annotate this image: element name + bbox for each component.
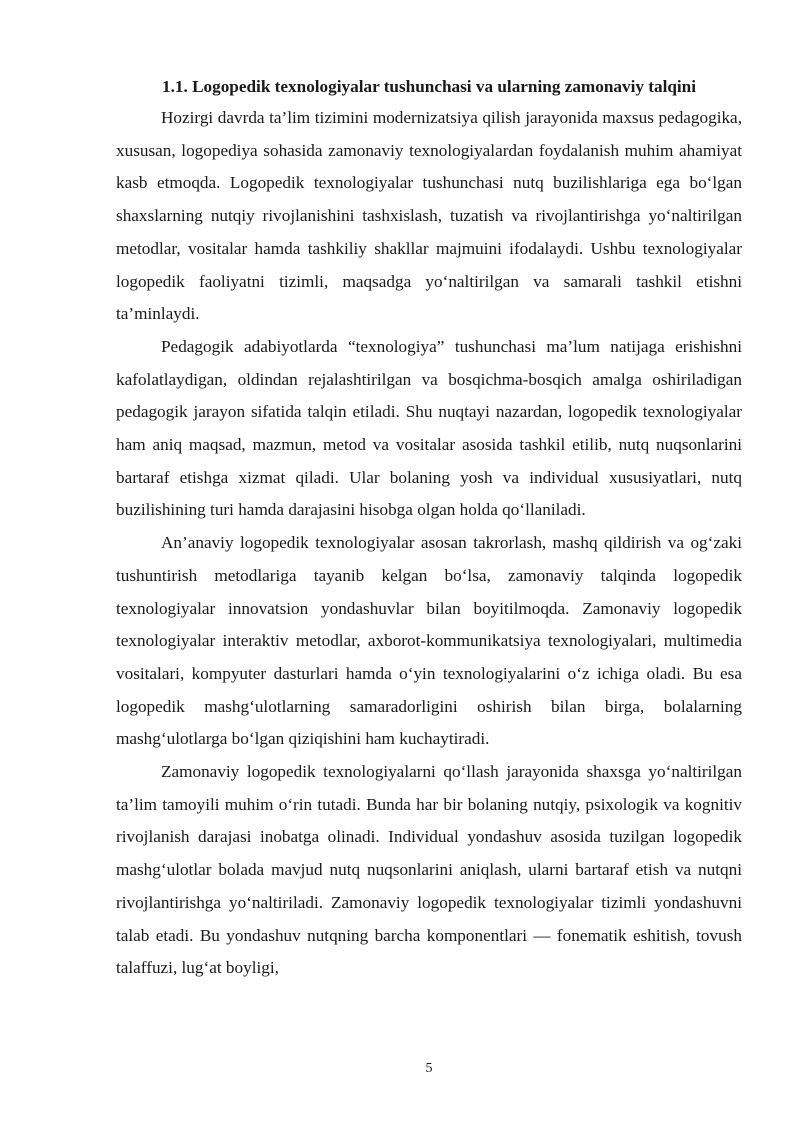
section-heading: 1.1. Logopedik texnologiyalar tushunchasi va ularning zamonaviy talqini [161,77,697,96]
paragraph-1: Hozirgi davrda ta’lim tizimini modernizatsiya qilish jarayonida maxsus pedagogika, xususan, logopediya sohasida zamonaviy texnologiyalardan foydalanish muhim ahamiyat kasb etmoqda. Logopedik texnologiyalar tushunchasi nutq buzilishlariga ega bo‘lgan shaxslarning nutqiy rivojlanishini tashxislash, tuzatish va rivojlantirishga yo‘naltirilgan metodlar, vositalar hamda tashkiliy shakllar majmuini ifodalaydi. Ushbu texnologiyalar logopedik faoliyatni tizimli, maqsadga yo‘naltirilgan va samarali tashkil etishni ta’minlaydi. [116,108,742,324]
page-number: 5 [425,1061,433,1076]
body-text [116,102,742,985]
paragraph-2: Pedagogik adabiyotlarda “texnologiya” tushunchasi ma’lum natijaga erishishni kafolatlaydigan, oldindan rejalashtirilgan va bosqichma-bosqich amalga oshiriladigan pedagogik jarayon sifatida talqin etiladi. Shu nuqtayi nazardan, logopedik texnologiyalar ham aniq maqsad, mazmun, metod va vositalar asosida tashkil etilib, nutq nuqsonlarini bartaraf etishga xizmat qiladi. Ular bolaning yosh va individual xususiyatlari, nutq buzilishining turi hamda darajasini hisobga olgan holda qo‘llaniladi. [116,336,742,520]
paragraph-4: Zamonaviy logopedik texnologiyalarni qo‘llash jarayonida shaxsga yo‘naltirilgan ta’lim tamoyili muhim o‘rin tutadi. Bunda har bir bolaning nutqiy, psixologik va kognitiv rivojlanish darajasi inobatga olinadi. Individual yondashuv asosida tuzilgan logopedik mashg‘ulotlar bolada mavjud nutq nuqsonlarini aniqlash, ularni bartaraf etish va nutqni rivojlantirishga yo‘naltiriladi. Zamonaviy logopedik texnologiyalar tizimli yondashuvni talab etadi. Bu yondashuv nutqning barcha komponentlari — fonematik eshitish, tovush talaffuzi, lug‘at boyligi, [116,762,742,978]
paragraph-3: An’anaviy logopedik texnologiyalar asosan takrorlash, mashq qildirish va og‘zaki tushuntirish metodlariga tayanib kelgan bo‘lsa, zamonaviy talqinda logopedik texnologiyalar innovatsion yondashuvlar bilan boyitilmoqda. Zamonaviy logopedik texnologiyalar interaktiv metodlar, axborot-kommunikatsiya texnologiyalari, multimedia vositalari, kompyuter dasturlari hamda o‘yin texnologiyalarini o‘z ichiga oladi. Bu esa logopedik mashg‘ulotlarning samaradorligini oshirish bilan birga, bolalarning mashg‘ulotlarga bo‘lgan qiziqishini ham kuchaytiradi. [116,533,742,749]
